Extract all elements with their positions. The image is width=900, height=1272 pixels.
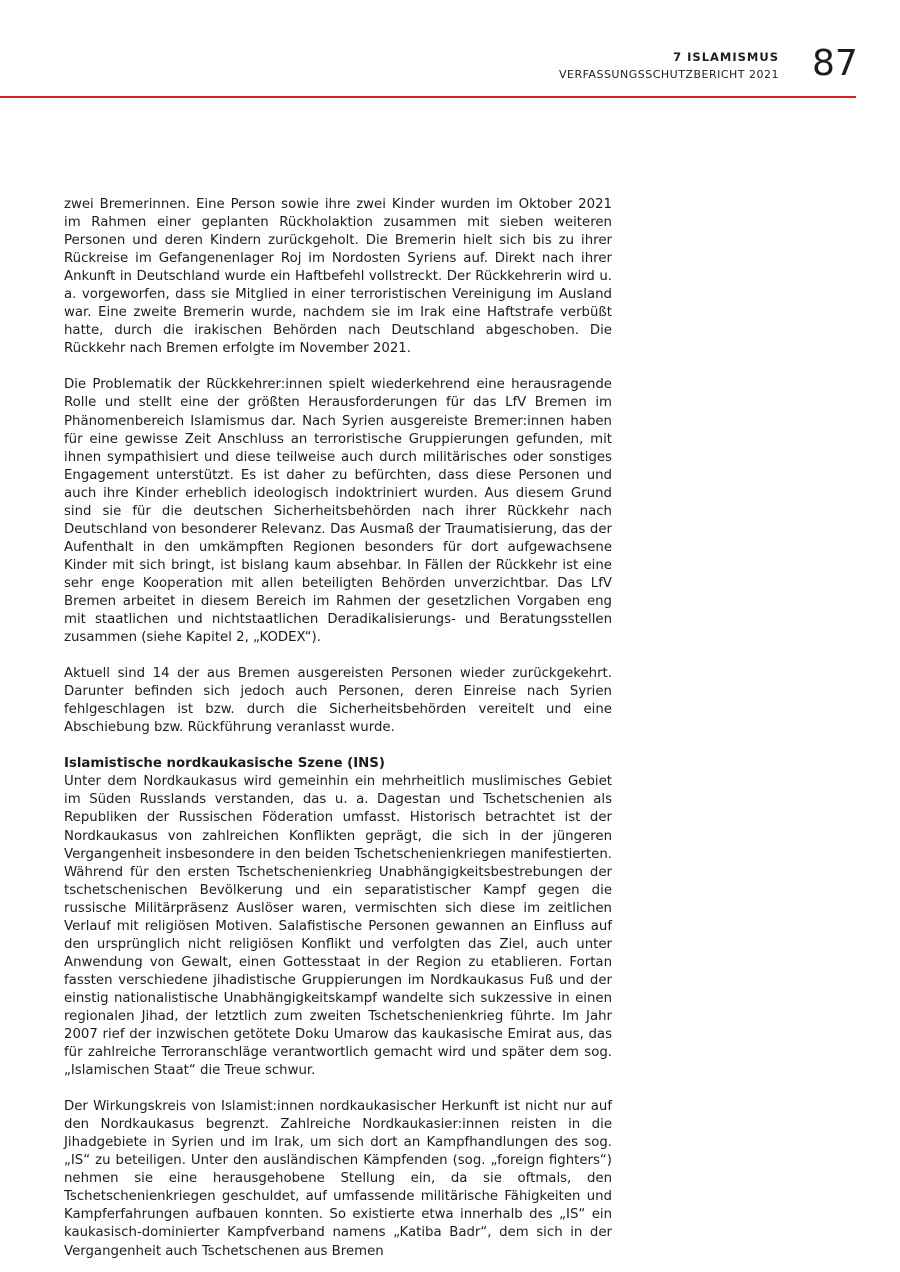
- paragraph: zwei Bremerinnen. Eine Person sowie ihre zwei Kinder wurden im Oktober 2021 im Rahmen einer geplanten Rückholaktion zusammen mit sieben weiteren Personen und deren Kindern zurückgeholt. Die Bremerin hielt sich bis zu ihrer Rückreise im Gefangenenlager Roj im Nordosten Syriens auf. Direkt nach ihrer Ankunft in Deutschland wurde ein Haftbefehl vollstreckt. Der Rückkehrerin wird u. a. vorgeworfen, dass sie Mitglied in einer terroristischen Vereinigung im Ausland war. Eine zweite Bremerin wurde, nachdem sie im Irak eine Haftstrafe verbüßt hatte, durch die irakischen Behörden nach Deutschland abgeschoben. Die Rückkehr nach Bremen erfolgte im November 2021.: [64, 197, 612, 357]
- main-text: [64, 196, 612, 1261]
- report-title: VERFASSUNGSSCHUTZBERICHT 2021: [559, 68, 779, 81]
- paragraph: Die Problematik der Rückkehrer:innen spielt wiederkehrend eine herausragende Rolle und stellt eine der größten Herausforderungen für das LfV Bremen im Phänomenbereich Islamismus dar. Nach Syrien ausgereiste Bremer:innen haben für eine gewisse Zeit Anschluss an terroristische Gruppierungen gefunden, mit ihnen sympathisiert und diese teilweise auch durch militärisches oder sonstiges Engagement unterstützt. Es ist daher zu befürchten, dass diese Personen und auch ihre Kinder erheblich ideologisch indoktriniert wurden. Aus diesem Grund sind sie für die deutschen Sicherheitsbehörden nach ihrer Rückkehr nach Deutschland von besonderer Relevanz. Das Ausmaß der Traumatisierung, das der Aufenthalt in den umkämpften Regionen besonders für dort aufgewachsene Kinder mit sich bringt, ist bislang kaum absehbar. In Fällen der Rückkehr ist eine sehr enge Kooperation mit allen beteiligten Behörden unverzichtbar. Das LfV Bremen arbeitet in diesem Bereich im Rahmen der gesetzlichen Vorgaben eng mit staatlichen und nichtstaatlichen Deradikalisierungs- und Beratungsstellen zusammen (siehe Kapitel 2, „KODEX“).: [64, 377, 612, 646]
- paragraph: Unter dem Nordkaukasus wird gemeinhin ein mehrheitlich muslimisches Gebiet im Süden Russlands verstanden, das u. a. Dagestan und Tschetschenien als Republiken der Russischen Föderation umfasst. Historisch betrachtet ist der Nordkaukasus von zahlreichen Konflikten geprägt, die sich in der jüngeren Vergangenheit insbesondere in den beiden Tschetschenienkriegen manifestierten. Während für den ersten Tschetschenienkrieg Unabhängigkeitsbestrebungen der tschetschenischen Bevölkerung und ein separatistischer Kampf gegen die russische Militärpräsenz Auslöser waren, vermischten sich diese im zeitlichen Verlauf mit religiösen Motiven. Salafistische Personen gewannen an Einfluss auf den ursprünglich nicht religiösen Konflikt und verfolgten das Ziel, auch unter Anwendung von Gewalt, einen Gottesstaat in der Region zu etablieren. Fortan fassten verschiedene jihadistische Gruppierungen im Nordkaukasus Fuß und der einstig nationalistische Unabhängigkeitskampf wandelte sich sukzessive in einen regionalen Jihad, der letztlich zum zweiten Tschetschenienkrieg führte. Im Jahr 2007 rief der inzwischen getötete Doku Umarow das kaukasische Emirat aus, das für zahlreiche Terroranschläge verantwortlich gemacht wird und später dem sog. „Islamischen Staat“ die Treue schwur.: [64, 774, 612, 1079]
- section-heading: Islamistische nordkaukasische Szene (INS): [64, 756, 385, 772]
- paragraph: Aktuell sind 14 der aus Bremen ausgereisten Personen wieder zurückgekehrt. Darunter befinden sich jedoch auch Personen, deren Einreise nach Syrien fehlgeschlagen ist bzw. durch die Sicherheitsbehörden vereitelt und eine Abschiebung bzw. Rückführung veranlasst wurde.: [64, 666, 612, 736]
- header-divider: [0, 96, 856, 98]
- paragraph: Der Wirkungskreis von Islamist:innen nordkaukasischer Herkunft ist nicht nur auf den Nordkaukasus begrenzt. Zahlreiche Nordkaukasier:innen reisten in die Jihadgebiete in Syrien und im Irak, um sich dort an Kampfhandlungen des sog. „IS“ zu beteiligen. Unter den ausländischen Kämpfenden (sog. „foreign fighters“) nehmen sie eine herausgehobene Stellung ein, da sie oftmals, den Tschetschenienkriegen geschuldet, auf umfassende militärische Fähigkeiten und Kampferfahrungen aufbauen konnten. So existierte etwa innerhalb des „IS“ ein kaukasisch-dominierter Kampfverband namens „Katiba Badr“, dem sich in der Vergangenheit auch Tschetschenen aus Bremen: [64, 1099, 612, 1259]
- page-number: 87: [812, 43, 858, 84]
- page-header: [0, 0, 900, 100]
- chapter-title: 7 ISLAMISMUS: [673, 50, 779, 64]
